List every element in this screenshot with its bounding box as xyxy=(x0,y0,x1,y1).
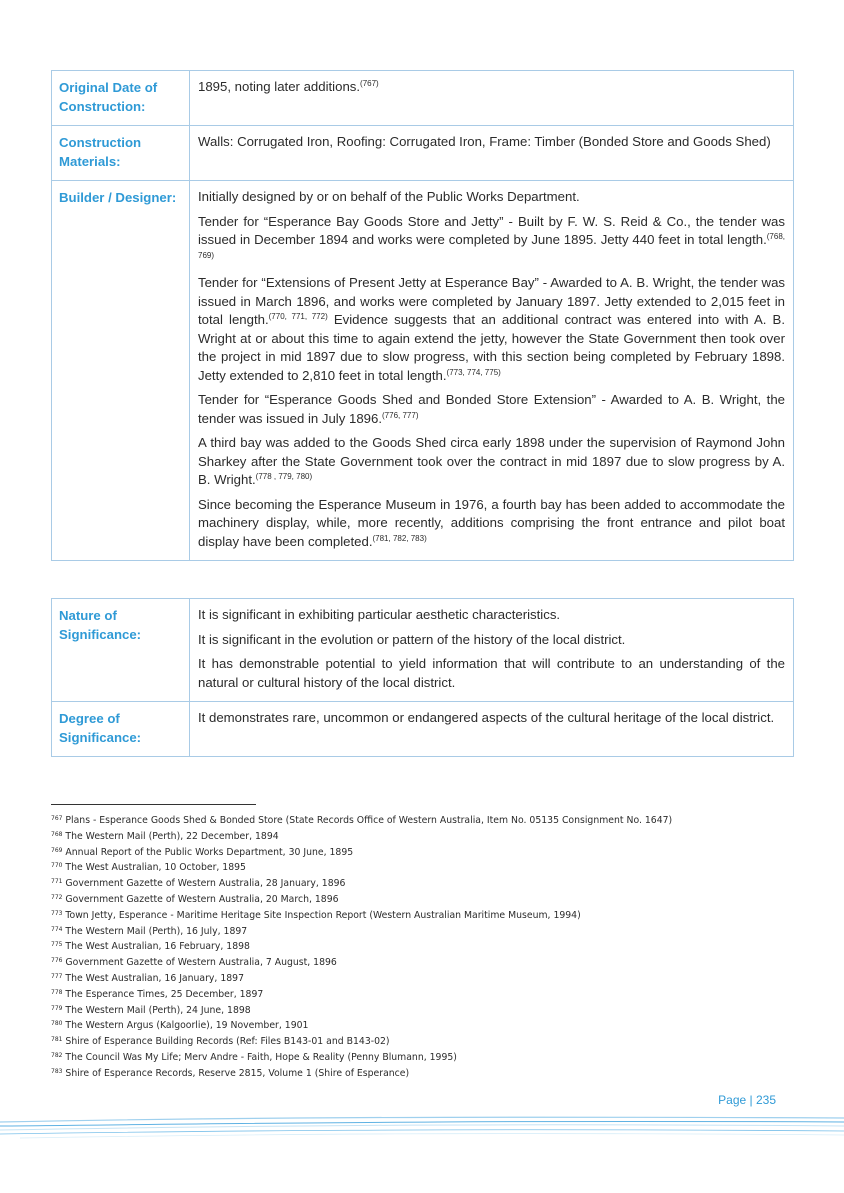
footnote: $^{781}$ Shire of Esperance Building Records (Ref: Files B143-01 and B143-02) xyxy=(51,1036,390,1048)
paragraph: It demonstrates rare, uncommon or endangered aspects of the cultural heritage of the local district. xyxy=(198,710,775,725)
paragraph: Initially designed by or on behalf of the Public Works Department. xyxy=(198,189,580,204)
footnote: $^{779}$ The Western Mail (Perth), 24 June, 1898 xyxy=(51,1004,251,1016)
row-value-original-date xyxy=(190,71,794,126)
paragraph: 1895, noting later additions.$^{(767)}$ xyxy=(198,79,379,94)
footnote: $^{773}$ Town Jetty, Esperance - Maritime Heritage Site Inspection Report (Western Australian Maritime Museum, 1994) xyxy=(51,909,581,921)
paragraph: Since becoming the Esperance Museum in 1976, a fourth bay has been added to accommodate the machinery display, while, more recently, additions comprising the front entrance and pilot boat display have been completed.$^{(781, 782, 783)}$ xyxy=(198,496,785,549)
table-row xyxy=(52,702,794,757)
footnote-separator xyxy=(51,804,256,805)
footnote: $^{776}$ Government Gazette of Western Australia, 7 August, 1896 xyxy=(51,957,337,969)
footnote: $^{770}$ The West Australian, 10 October, 1895 xyxy=(51,862,246,874)
table-row xyxy=(52,71,794,126)
footnote: $^{774}$ The Western Mail (Perth), 16 July, 1897 xyxy=(51,925,248,937)
footnote-ref: (767) xyxy=(360,79,379,88)
decorative-wave-lines xyxy=(0,1108,844,1148)
paragraph: Tender for “Extensions of Present Jetty at Esperance Bay” - Awarded to A. B. Wright, the tender was issued in March 1896, and works were completed by January 1897. Jetty extended to 2,015 feet in total length.$^{(770, 771, 772)}$ Evidence suggests that an additional contract was entered into with A. B. Wright at or about this time to again extend the jetty, however the State Government then took over the project in mid 1897 due to slow progress, with this section being completed by February 1898. Jetty extended to 2,810 feet in total length.$^{(773, 774, 775)}$ xyxy=(198,275,786,383)
table-row xyxy=(52,599,794,702)
footnote-ref: (770, 771, 772) xyxy=(268,312,328,321)
footnote: $^{782}$ The Council Was My Life; Merv Andre - Faith, Hope & Reality (Penny Blumann, 1995) xyxy=(51,1051,457,1063)
footnote-ref: (768, 769) xyxy=(198,232,785,260)
row-value-builder-designer xyxy=(190,181,794,561)
footnote: $^{771}$ Government Gazette of Western Australia, 28 January, 1896 xyxy=(51,878,346,890)
paragraph: Tender for “Esperance Goods Shed and Bonded Store Extension” - Awarded to A. B. Wright, the tender was issued in July 1896.$^{(776, 777)}$ xyxy=(198,392,785,426)
footnote: $^{777}$ The West Australian, 16 January, 1897 xyxy=(51,972,245,984)
footnote-ref: (778 , 779, 780) xyxy=(255,472,313,481)
footnote-ref: (773, 774, 775) xyxy=(446,367,501,377)
page-number: Page | 235 xyxy=(718,1093,776,1107)
footnote-ref: (776, 777) xyxy=(382,410,419,420)
row-label-construction-materials: Construction Materials: xyxy=(52,126,190,181)
significance-table xyxy=(51,598,794,757)
row-value-nature-of-significance xyxy=(190,599,794,702)
paragraph: Tender for “Esperance Bay Goods Store and Jetty” - Built by F. W. S. Reid & Co., the tender was issued in December 1894 and works were completed by June 1895. Jetty 440 feet in total length.$^{(768, 769)}$ xyxy=(198,213,785,260)
paragraph: It has demonstrable potential to yield information that will contribute to an understanding of the natural or cultural history of the local district. xyxy=(198,656,785,690)
footnote: $^{778}$ The Esperance Times, 25 December, 1897 xyxy=(51,988,264,1000)
row-label-degree-of-significance: Degree of Significance: xyxy=(52,702,190,757)
footnote: $^{772}$ Government Gazette of Western Australia, 20 March, 1896 xyxy=(51,893,339,905)
paragraph: Walls: Corrugated Iron, Roofing: Corrugated Iron, Frame: Timber (Bonded Store and Goods Shed) xyxy=(198,134,771,149)
paragraph: It is significant in exhibiting particular aesthetic characteristics. xyxy=(198,607,561,622)
row-label-builder-designer: Builder / Designer: xyxy=(52,181,190,561)
footnote: $^{775}$ The West Australian, 16 February, 1898 xyxy=(51,941,250,953)
row-label-nature-of-significance: Nature of Significance: xyxy=(52,599,190,702)
footnotes xyxy=(51,813,811,1082)
paragraph: It is significant in the evolution or pattern of the history of the local district. xyxy=(198,631,626,647)
footnote: $^{769}$ Annual Report of the Public Works Department, 30 June, 1895 xyxy=(51,846,354,858)
row-value-degree-of-significance xyxy=(190,702,794,757)
row-value-construction-materials xyxy=(190,126,794,181)
table-row xyxy=(52,126,794,181)
footnote: $^{783}$ Shire of Esperance Records, Reserve 2815, Volume 1 (Shire of Esperance) xyxy=(51,1067,410,1079)
table-row xyxy=(52,181,794,561)
row-label-original-date: Original Date of Construction: xyxy=(52,71,190,126)
paragraph: A third bay was added to the Goods Shed circa early 1898 under the supervision of Raymond John Sharkey after the State Government took over the contract in mid 1897 due to slow progress by A. B. Wright.$^{(778 , 779, 780)}$ xyxy=(198,435,785,487)
footnote: $^{767}$ Plans - Esperance Goods Shed & Bonded Store (State Records Office of Western Australia, Item No. 05135 Consignment No. 1647) xyxy=(51,815,673,826)
construction-details-table xyxy=(51,70,794,561)
footnote: $^{780}$ The Western Argus (Kalgoorlie), 19 November, 1901 xyxy=(51,1020,309,1032)
footnote: $^{768}$ The Western Mail (Perth), 22 December, 1894 xyxy=(51,830,279,842)
footnote-ref: (781, 782, 783) xyxy=(372,533,427,543)
